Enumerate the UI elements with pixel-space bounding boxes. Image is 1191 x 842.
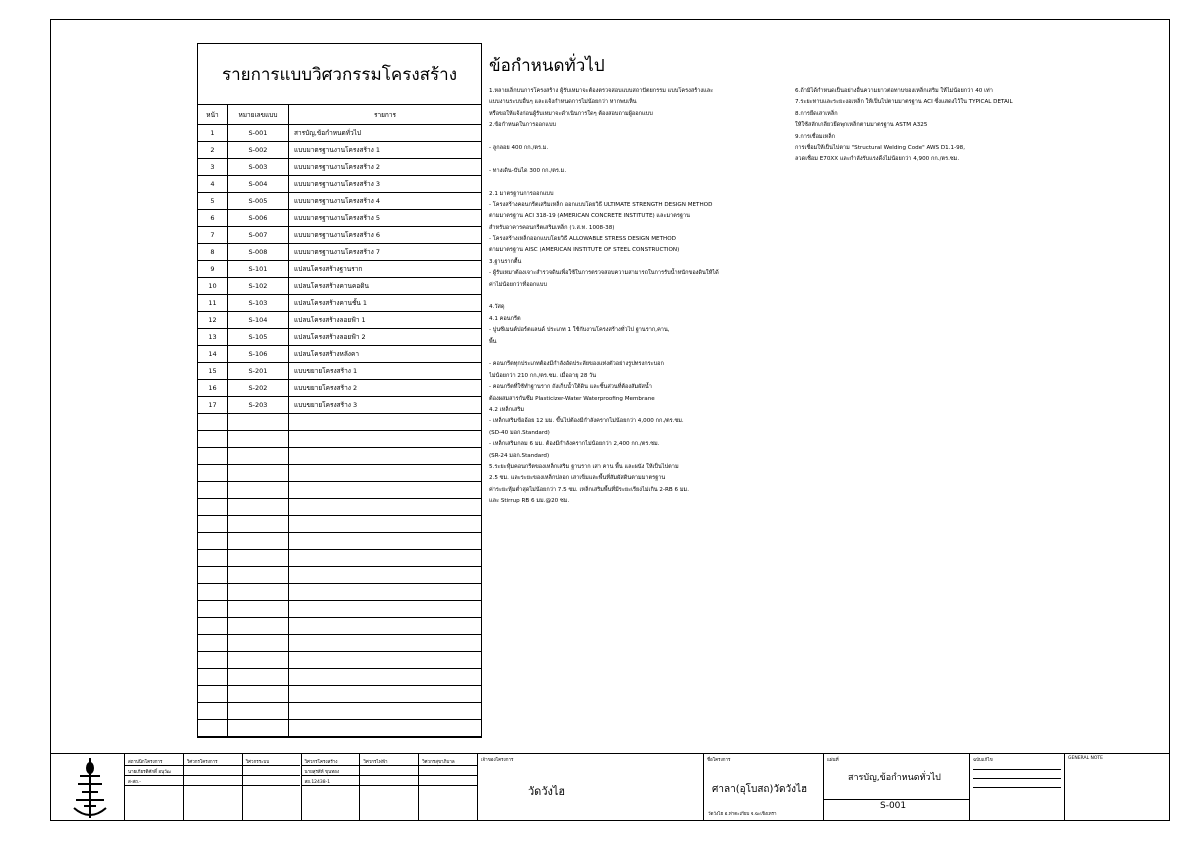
row-name: แปลนโครงสร้างหลังคา (294, 350, 359, 358)
engineer-label: วิศวกรไฟฟ้า (360, 758, 418, 766)
note-line: ค่าไม่น้อยกว่าที่ออกแบบ (489, 281, 548, 288)
row-page (198, 516, 228, 532)
row-code (228, 669, 289, 685)
table-row (198, 533, 481, 550)
table-row (198, 210, 481, 227)
row-code (228, 499, 289, 515)
note-line: (SD-40 มอก.Standard) (489, 429, 550, 436)
row-page (198, 431, 228, 447)
notes-title: ข้อกำหนดทั่วไป (489, 56, 605, 76)
note-line: พื้น (489, 338, 497, 345)
engineer-sub: ส-สถ.- (125, 778, 183, 786)
note-line: หรือขอให้แจ้งก่อนผู้รับเหมาจะดำเนินการใดๆ ต้องสอบถามผู้ออกแบบ (489, 110, 653, 117)
row-name (289, 618, 481, 634)
table-row (198, 397, 481, 414)
table-row (198, 618, 481, 635)
row-page (198, 567, 228, 583)
row-name (289, 533, 481, 549)
table-row (198, 431, 481, 448)
table-row (198, 346, 481, 363)
table-row (198, 227, 481, 244)
header-code: หมายเลขแบบ (228, 105, 289, 124)
row-code (228, 703, 289, 719)
table-row (198, 363, 481, 380)
table-row (198, 686, 481, 703)
row-page (198, 686, 228, 702)
table-row (198, 567, 481, 584)
row-name: แบบขยายโครงสร้าง 3 (294, 401, 358, 409)
emblem-icon (70, 756, 110, 820)
engineer-value (419, 768, 477, 776)
note-line: 4.วัสดุ (489, 304, 505, 311)
row-name (289, 720, 481, 736)
engineer-cell (301, 754, 360, 821)
note-line: 4.2 เหล็กเสริม (489, 406, 525, 413)
row-code: S-106 (228, 346, 289, 362)
row-page: 11 (198, 295, 228, 311)
row-code (228, 414, 289, 430)
engineer-value: นายเกียรติศักดิ์ อนุวัฒ (125, 768, 183, 776)
general-note-label: GENERAL NOTE (1068, 756, 1104, 761)
row-code: S-105 (228, 329, 289, 345)
row-page: 6 (198, 210, 228, 226)
note-line: 2.1 มาตรฐานการออกแบบ (489, 190, 554, 197)
row-code: S-203 (228, 397, 289, 413)
index-title: รายการแบบวิศวกรรมโครงสร้าง (198, 44, 481, 105)
table-row (198, 635, 481, 652)
row-code: S-004 (228, 176, 289, 192)
engineer-label: วิศวกรระบบ (243, 758, 301, 766)
table-row (198, 142, 481, 159)
sheet-title: สารบัญ,ข้อกำหนดทั่วไป (848, 773, 941, 783)
row-page (198, 601, 228, 617)
note-line: ตามมาตรฐาน ACI 318-19 (AMERICAN CONCRETE INSTITUTE) และมาตรฐาน (489, 213, 690, 220)
row-page (198, 669, 228, 685)
row-name (289, 703, 481, 719)
note-line (489, 132, 789, 143)
row-code: S-202 (228, 380, 289, 396)
note-line: ลวดเชื่อม E70XX และกำลังรับแรงดึงไม่น้อยกว่า 4,900 กก./ตร.ซม. (795, 156, 960, 163)
note-line: 2.ข้อกำหนดในการออกแบบ (489, 122, 557, 129)
note-line: - โครงสร้างคอนกรีตเสริมเหล็ก ออกแบบโดยวิธี ULTIMATE STRENGTH DESIGN METHOD (489, 201, 713, 208)
sheet-label: แผ่นที่ (827, 758, 839, 763)
row-page: 4 (198, 176, 228, 192)
table-row (198, 261, 481, 278)
row-page (198, 414, 228, 430)
revision-cell (969, 754, 1064, 821)
drawing-index-table (197, 43, 482, 738)
row-code (228, 482, 289, 498)
row-code: S-001 (228, 125, 289, 141)
note-line: 7.ระยะทาบและระยะงอเหล็ก ให้เป็นไปตามมาตรฐาน ACI ซึ่งแสดงไว้ใน TYPICAL DETAIL (795, 99, 1013, 106)
row-page (198, 550, 228, 566)
table-row (198, 499, 481, 516)
row-page: 15 (198, 363, 228, 379)
row-code (228, 635, 289, 651)
note-line: 8.การยึดเสาเหล็ก (795, 110, 838, 117)
notes-right-column (795, 86, 1145, 166)
table-row (198, 584, 481, 601)
row-name: แบบขยายโครงสร้าง 1 (294, 367, 358, 375)
row-code (228, 601, 289, 617)
row-page: 1 (198, 125, 228, 141)
row-name: สารบัญ,ข้อกำหนดทั่วไป (294, 129, 362, 137)
note-line: สำหรับอาคารคอนกรีตเสริมเหล็ก (ว.ส.ท. 1008-38) (489, 224, 615, 231)
note-line: แบบงานระบบอื่นๆ และแจ้งกำหนดการไม่น้อยกว่า หากพบเห็น (489, 99, 637, 106)
note-line: ต้องผสมสารกันซึม Plasticizer-Water Waterproofing Membrane (489, 395, 655, 402)
note-line: - เหล็กเสริมกลม 6 มม. ต้องมีกำลังครากไม่น้อยกว่า 2,400 กก./ตร.ซม. (489, 441, 660, 448)
table-row (198, 295, 481, 312)
row-name: แปลนโครงสร้างฐานราก (294, 265, 363, 273)
index-header-row (198, 105, 481, 125)
row-name (289, 414, 481, 430)
row-name: แปลนโครงสร้างคานคอดิน (294, 282, 369, 290)
engineer-sub (419, 778, 477, 786)
row-code (228, 550, 289, 566)
row-name (289, 686, 481, 702)
project-location: วัดวังไฮ อ.ท่าตะเกียบ จ.ฉะเชิงเทรา (708, 812, 777, 817)
row-page: 8 (198, 244, 228, 260)
row-page: 17 (198, 397, 228, 413)
row-page: 14 (198, 346, 228, 362)
note-line: และ Stirrup RB 6 มม.@20 ซม. (489, 498, 570, 505)
engineer-cell (124, 754, 183, 821)
row-name (289, 601, 481, 617)
row-code (228, 533, 289, 549)
project-label: ชื่อโครงการ (707, 758, 731, 763)
row-code: S-005 (228, 193, 289, 209)
table-row (198, 159, 481, 176)
row-page (198, 720, 228, 736)
table-row (198, 329, 481, 346)
engineer-label: วิศวกรสุขาภิบาล (419, 758, 477, 766)
row-code (228, 720, 289, 736)
note-line: 9.การเชื่อมเหล็ก (795, 133, 836, 140)
engineer-cell (183, 754, 242, 821)
note-line (489, 291, 789, 302)
table-row (198, 550, 481, 567)
engineer-value (243, 768, 301, 776)
engineer-sub (184, 778, 242, 786)
engineer-cell (418, 754, 477, 821)
row-page (198, 533, 228, 549)
table-row (198, 482, 481, 499)
row-name: แปลนโครงสร้างคานชั้น 1 (294, 299, 368, 307)
row-code: S-104 (228, 312, 289, 328)
note-line: - เหล็กเสริมข้ออ้อย 12 มม. ขึ้นไปต้องมีกำลังครากไม่น้อยกว่า 4,000 กก./ตร.ซม. (489, 418, 684, 425)
row-name: แบบมาตรฐานงานโครงสร้าง 1 (294, 146, 381, 154)
row-code (228, 516, 289, 532)
row-page (198, 635, 228, 651)
note-line: - ลูกลอย 400 กก./ตร.ม. (489, 144, 549, 151)
note-line: - คอนกรีตทุกประเภทต้องมีกำลังอัดประลัยของแท่งตัวอย่างรูปทรงกระบอก (489, 361, 664, 368)
notes-left-column (489, 86, 789, 507)
row-page: 7 (198, 227, 228, 243)
table-row (198, 193, 481, 210)
row-code (228, 567, 289, 583)
row-name: แบบขยายโครงสร้าง 2 (294, 384, 358, 392)
row-code: S-002 (228, 142, 289, 158)
note-line: 6.ถ้ามิได้กำหนดเป็นอย่างอื่นความยาวต่อทาบของเหล็กเสริม ให้ไม่น้อยกว่า 40 เท่า (795, 88, 993, 94)
note-line (489, 154, 789, 165)
table-row (198, 720, 481, 737)
project-cell (703, 754, 823, 821)
row-name (289, 669, 481, 685)
row-code: S-003 (228, 159, 289, 175)
note-line: 4.1 คอนกรีต (489, 315, 521, 322)
row-name: แบบมาตรฐานงานโครงสร้าง 6 (294, 231, 381, 239)
note-line: - ผู้รับเหมาต้องเจาะสำรวจดินเพื่อใช้ในการตรวจสอบความสามารถในการรับน้ำหนักของดินให้ได้ (489, 270, 719, 277)
note-line: 3.ฐานรากตื้น (489, 258, 522, 265)
engineer-value (360, 768, 418, 776)
table-row (198, 125, 481, 142)
table-row (198, 652, 481, 669)
row-name: แบบมาตรฐานงานโครงสร้าง 7 (294, 248, 381, 256)
row-code: S-101 (228, 261, 289, 277)
note-line: 1.หลายเล็กบนการโครงสร้าง ผู้รับเหมาจะต้องตรวจสอบแบบสถาปัตยกรรม แบบโครงสร้างและ (489, 88, 714, 94)
row-name (289, 635, 481, 651)
note-line: 5.ระยะหุ้มคอนกรีตของเหล็กเสริม ฐานราก เสา คาน พื้น และผนัง ให้เป็นไปตาม (489, 463, 679, 470)
table-row (198, 703, 481, 720)
row-name (289, 652, 481, 668)
header-page: หน้า (198, 105, 228, 124)
row-page (198, 448, 228, 464)
row-name (289, 499, 481, 515)
row-page (198, 499, 228, 515)
row-name (289, 567, 481, 583)
note-line: - คอนกรีตที่ใช้ทำฐานราก ถังเก็บน้ำใต้ดิน และชิ้นส่วนที่ต้องสัมผัสน้ำ (489, 384, 652, 391)
header-list: รายการ (373, 110, 397, 119)
engineer-label: วิศวกรโครงสร้าง (302, 758, 360, 766)
engineer-label: สถาปนิกโครงการ (125, 758, 183, 766)
index-rows (198, 125, 481, 737)
row-code (228, 431, 289, 447)
table-row (198, 380, 481, 397)
row-page: 2 (198, 142, 228, 158)
row-page: 16 (198, 380, 228, 396)
owner-label: เจ้าของโครงการ (481, 758, 514, 763)
row-code: S-008 (228, 244, 289, 260)
note-line: - โครงสร้างเหล็กออกแบบโดยวิธี ALLOWABLE STRESS DESIGN METHOD (489, 236, 676, 243)
row-name: แปลนโครงสร้างลอยฟ้า 2 (294, 333, 366, 341)
sheet-cell (823, 754, 969, 821)
row-code (228, 448, 289, 464)
table-row (198, 176, 481, 193)
engineer-label: วิศวกรโครงการ (184, 758, 242, 766)
engineer-sub (360, 778, 418, 786)
row-code (228, 618, 289, 634)
engineer-cell (359, 754, 418, 821)
row-name (289, 550, 481, 566)
row-page (198, 584, 228, 600)
row-page: 9 (198, 261, 228, 277)
engineer-value (184, 768, 242, 776)
note-line: (SR-24 มอก.Standard) (489, 452, 550, 459)
table-row (198, 278, 481, 295)
title-block (50, 753, 1170, 821)
row-code: S-201 (228, 363, 289, 379)
owner-cell (477, 754, 703, 821)
row-page: 10 (198, 278, 228, 294)
row-code: S-006 (228, 210, 289, 226)
row-code (228, 584, 289, 600)
row-code: S-103 (228, 295, 289, 311)
note-line: ตามมาตรฐาน AISC (AMERICAN INSTITUTE OF STEEL CONSTRUCTION) (489, 247, 680, 254)
note-line: ให้ใช้สลักเกลียวยึดพุกเหล็กตามมาตรฐาน ASTM A325 (795, 122, 928, 129)
row-name (289, 448, 481, 464)
row-page (198, 482, 228, 498)
row-name (289, 465, 481, 481)
sheet-number: S-001 (880, 801, 907, 811)
row-name: แบบมาตรฐานงานโครงสร้าง 4 (294, 197, 381, 205)
note-line: 2.5 ซม. และระยะของเหล็กปลอก เสาเข็มและพื้นที่สัมผัสดินตามมาตรฐาน (489, 475, 666, 482)
table-row (198, 669, 481, 686)
row-code (228, 652, 289, 668)
row-name: แบบมาตรฐานงานโครงสร้าง 5 (294, 214, 381, 222)
engineer-cell (242, 754, 301, 821)
row-page: 13 (198, 329, 228, 345)
row-code: S-102 (228, 278, 289, 294)
note-line: ค่าระยะหุ้มต่ำสุดไม่น้อยกว่า 7.5 ซม. เหล็กเสริมพื้นที่มีระยะเรียงไม่เกิน 2-RB 6 มม. (489, 486, 689, 493)
row-name (289, 431, 481, 447)
row-name (289, 482, 481, 498)
note-line (489, 177, 789, 188)
note-line: - ทางเดิน-บันได 300 กก./ตร.ม. (489, 167, 567, 174)
row-page: 12 (198, 312, 228, 328)
row-code (228, 465, 289, 481)
revision-label: ฉบับแก้ไข (973, 758, 993, 763)
row-name (289, 516, 481, 532)
engineer-sub (243, 778, 301, 786)
row-name: แปลนโครงสร้างลอยฟ้า 1 (294, 316, 366, 324)
row-name: แบบมาตรฐานงานโครงสร้าง 3 (294, 180, 381, 188)
note-line: การเชื่อมให้เป็นไปตาม "Structural Welding Code" AWS D1.1-98, (795, 144, 965, 151)
row-page (198, 618, 228, 634)
table-row (198, 414, 481, 431)
row-page: 3 (198, 159, 228, 175)
table-row (198, 601, 481, 618)
table-row (198, 516, 481, 533)
row-page (198, 465, 228, 481)
row-name: แบบมาตรฐานงานโครงสร้าง 2 (294, 163, 381, 171)
engineer-sub: สย.12438-1 (302, 778, 360, 786)
note-line: - ปูนซีเมนต์ปอร์ตแลนด์ ประเภท 1 ใช้กับงานโครงสร้างทั่วไป ฐานราก,คาน, (489, 327, 670, 334)
table-row (198, 448, 481, 465)
table-row (198, 244, 481, 261)
note-line (489, 348, 789, 359)
table-row (198, 312, 481, 329)
row-page: 5 (198, 193, 228, 209)
row-code (228, 686, 289, 702)
note-line: ไม่น้อยกว่า 210 กก./ตร.ซม. เมื่ออายุ 28 วัน (489, 372, 597, 379)
row-page (198, 652, 228, 668)
row-page (198, 703, 228, 719)
row-name (289, 584, 481, 600)
engineer-value: นายสุรสีห์ ขุนทอง (302, 768, 360, 776)
general-note-cell (1064, 754, 1170, 821)
project-name: ศาลา(อุโบสถ)วัดวังไฮ (712, 784, 808, 795)
table-row (198, 465, 481, 482)
owner-name: วัดวังไฮ (528, 785, 566, 798)
row-code: S-007 (228, 227, 289, 243)
